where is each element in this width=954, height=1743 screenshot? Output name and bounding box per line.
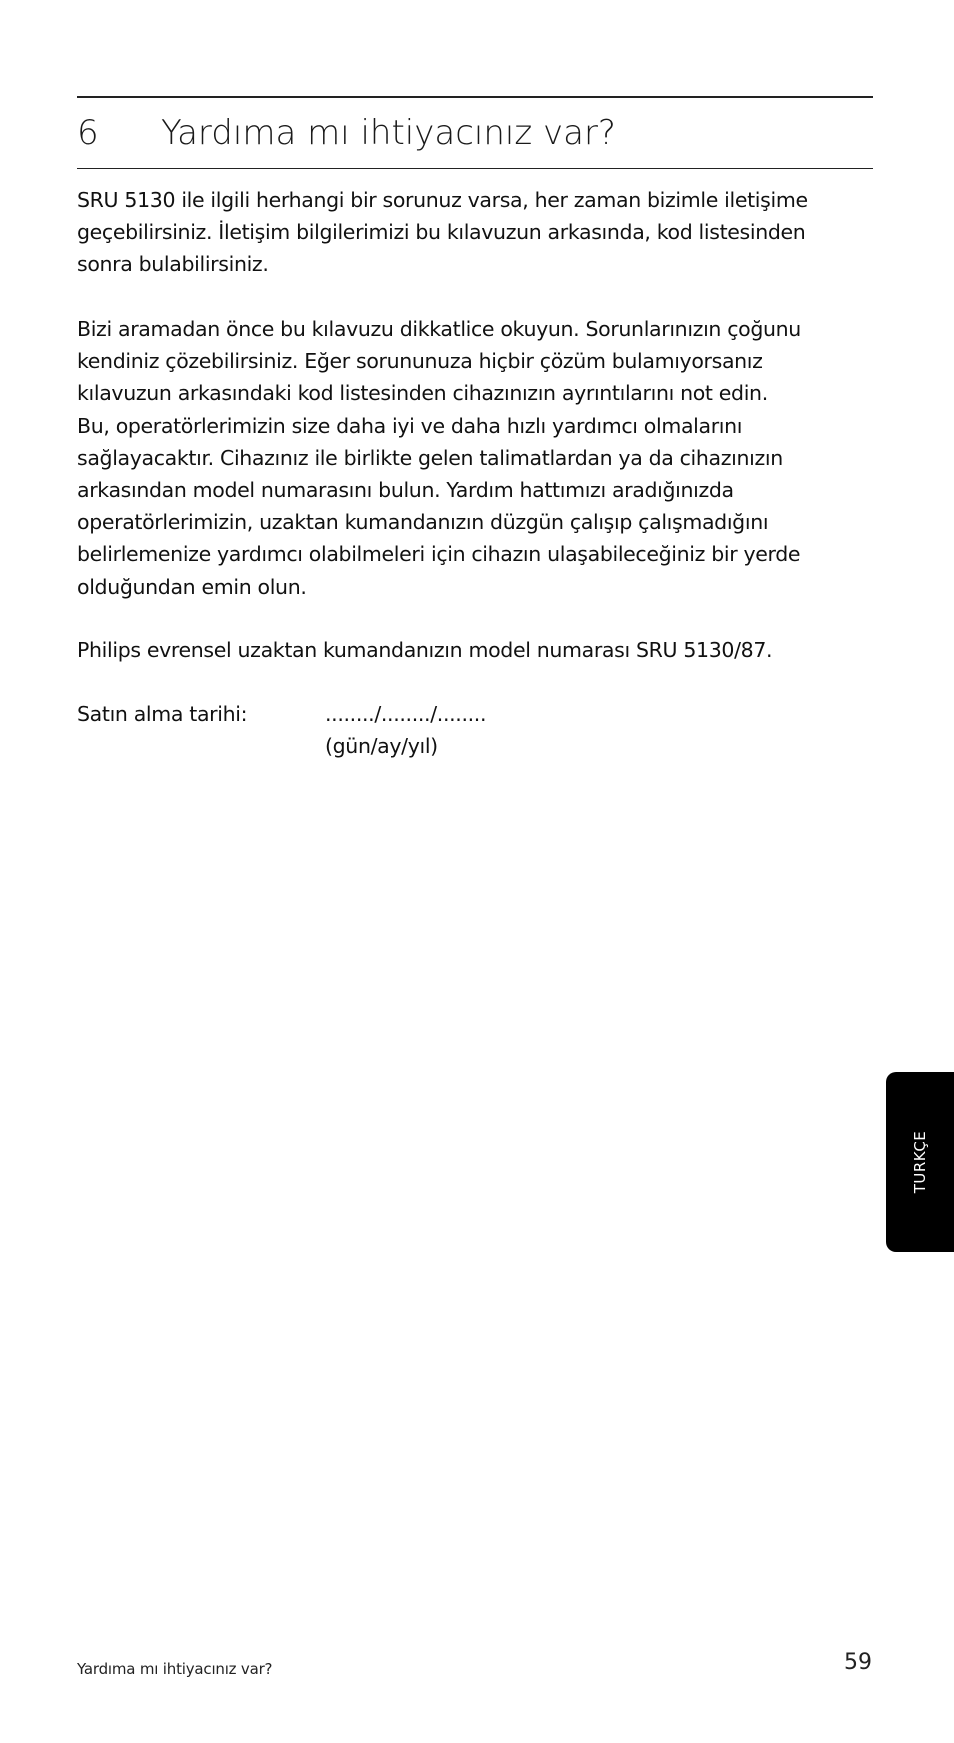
advice-paragraph [77,313,877,603]
paragraph-line: Bu, operatörlerimizin size daha iyi ve daha hızlı yardımcı olmalarını [77,413,743,438]
paragraph-line: sağlayacaktır. Cihazınız ile birlikte gelen talimatlardan ya da cihazınızın [77,445,783,470]
page-number: 59 [844,1650,872,1675]
paragraph-line: kılavuzun arkasındaki kod listesinden cihazınızın ayrıntılarını not edin. [77,381,768,406]
purchase-date-format-hint: (gün/ay/yıl) [325,734,438,758]
language-side-tab [886,1072,954,1252]
paragraph-line: belirlemenize yardımcı olabilmeleri için cihazın ulaşabileceğiniz bir yerde [77,542,801,567]
model-number-paragraph [77,634,877,666]
paragraph-line: Bizi aramadan önce bu kılavuzu dikkatlice okuyun. Sorunlarınızın çoğunu [77,317,801,341]
language-tab-label: TURKÇE [911,1130,929,1194]
paragraph-line: operatörlerimizin, uzaktan kumandanızın düzgün çalışıp çalışmadığını [77,510,769,535]
paragraph-line: geçebilirsiniz. İletişim bilgilerimizi bu kılavuzun arkasında, kod listesinden [77,220,806,245]
intro-paragraph [77,184,877,281]
paragraph-line: SRU 5130 ile ilgili herhangi bir sorunuz varsa, her zaman bizimle iletişime [77,188,808,212]
footer-running-title: Yardıma mı ihtiyacınız var? [77,1660,273,1678]
paragraph-line: sonra bulabilirsiniz. [77,252,269,277]
section-title: Yardıma mı ihtiyacınız var? [161,113,616,153]
top-rule [77,96,873,98]
paragraph-line: kendiniz çözebilirsiniz. Eğer sorununuza hiçbir çözüm bulamıyorsanız [77,349,763,374]
paragraph-line: olduğundan emin olun. [77,574,307,599]
heading-rule [77,168,873,169]
section-number: 6 [77,113,99,153]
section-heading [77,104,873,162]
purchase-date-label: Satın alma tarihi: [77,702,248,726]
paragraph-line: Philips evrensel uzaktan kumandanızın model numarası SRU 5130/87. [77,638,773,662]
purchase-date-blank: ......../......../........ [325,702,487,726]
paragraph-line: arkasından model numarasını bulun. Yardım hattımızı aradığınızda [77,478,734,503]
